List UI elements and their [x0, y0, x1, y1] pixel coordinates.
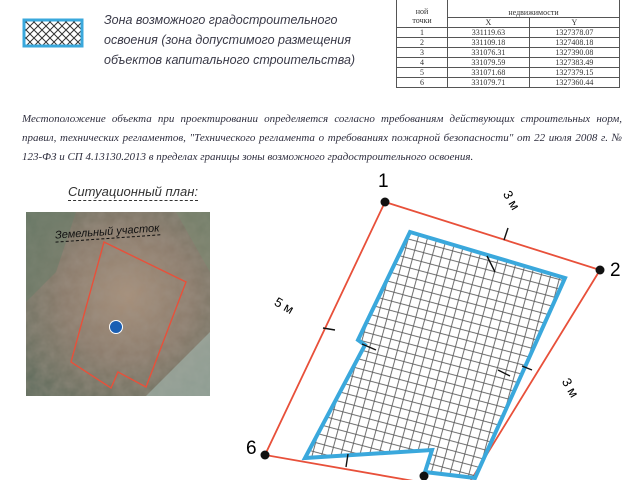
point-2-label: 2: [610, 260, 621, 281]
legend-line-1: Зона возможного градостроительного: [104, 13, 338, 27]
table-row: 5 331071.68 1327379.15: [397, 68, 620, 78]
point-1-label: 1: [378, 171, 389, 192]
legend-line-2: освоения (зона допустимого размещения: [104, 33, 351, 47]
satellite-image: [26, 212, 210, 396]
point-2-marker: [596, 266, 605, 275]
table-row: 1 331119.63 1327378.07: [397, 28, 620, 38]
zone-plan-drawing: [220, 160, 640, 480]
header-num-line2: точки: [412, 15, 432, 25]
legend-description: [104, 10, 354, 70]
header-y: Y: [529, 18, 619, 28]
crosshatch-zone-icon: [22, 18, 84, 48]
coordinates-table: [396, 0, 620, 88]
parcel-label: Земельный участок: [54, 222, 160, 242]
situation-plan-title: Ситуационный план:: [68, 184, 198, 199]
table-row: 6 331079.71 1327360.44: [397, 78, 620, 88]
parcel-marker-icon: [110, 321, 123, 334]
table-row: 2 331109.18 1327408.18: [397, 38, 620, 48]
header-x: X: [448, 18, 530, 28]
legend-line-3: объектов капитального строительства): [104, 53, 356, 67]
point-1-marker: [381, 198, 390, 207]
table-row: 4 331079.59 1327383.49: [397, 58, 620, 68]
header-point-number: [397, 0, 448, 28]
buildable-zone: [305, 232, 565, 478]
setback-label-left: 5 м: [271, 294, 297, 317]
header-num-line1: ной: [415, 6, 429, 16]
location-description: Местоположение объекта при проектировании определяется согласно требованиям действующих строительных норм, правил, технических регламентов, "Технического регламента о требованиях пожарной безопасности" от 22 июля 2008 г. № 123-ФЗ и СП 4.13130.2013 в пределах границы зоны возможного градостроительного освоения.: [22, 113, 622, 163]
point-6-label: 6: [246, 438, 257, 459]
setback-label-top: 3 м: [500, 187, 523, 213]
header-object: недвижимости: [448, 0, 620, 18]
table-row: 3 331076.31 1327390.08: [397, 48, 620, 58]
point-6-marker: [261, 451, 270, 460]
setback-label-right: 3 м: [558, 375, 582, 400]
